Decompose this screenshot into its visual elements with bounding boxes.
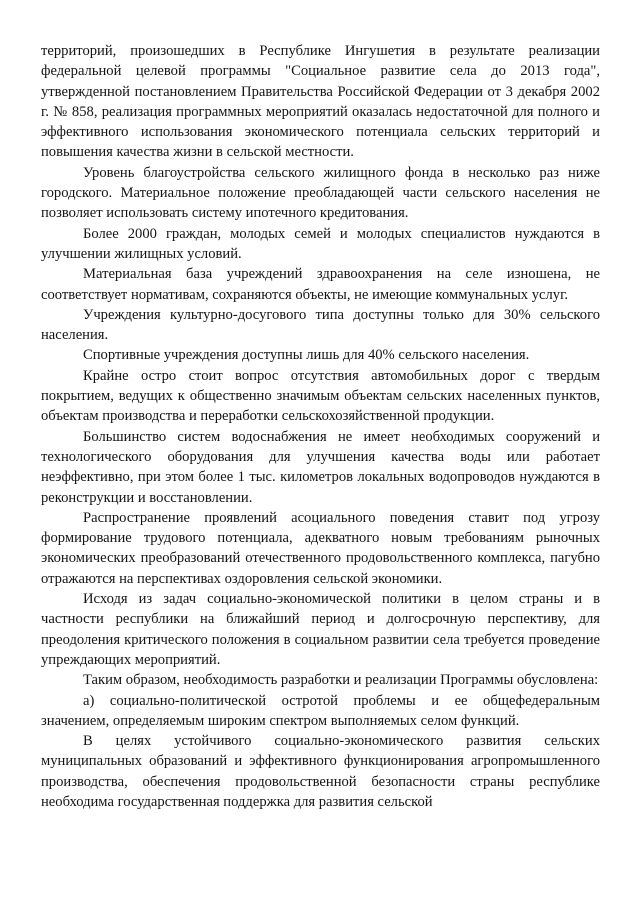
paragraph-roads: Крайне остро стоит вопрос отсутствия автомобильных дорог с твердым покрытием, ведущих к общественно значимым объектам сельских населенных пунктов, объектам производства и переработки сельскохозяйственной продукции. (41, 367, 600, 425)
paragraph-sports: Спортивные учреждения доступны лишь для 40% сельского населения. (83, 347, 530, 364)
paragraph-housing-need: Более 2000 граждан, молодых семей и молодых специалистов нуждаются в улучшении жилищных условий. (41, 225, 600, 262)
paragraph-list-item-a: а) социально-политической остротой проблемы и ее общефедеральным значением, определяемым широким спектром выполняемых селом функций. (41, 692, 600, 729)
paragraph-culture: Учреждения культурно-досугового типа доступны только для 30% сельского населения. (41, 306, 600, 344)
paragraph-program-necessity: Таким образом, необходимость разработки и реализации Программы обусловлена: (83, 672, 599, 689)
paragraph-asocial-behavior: Распространение проявлений асоциального поведения ставит под угрозу формирование трудового потенциала, адекватного новым требованиям рыночных экономических преобразований отечественного продовольственного комплекса, пагубно отражаются на перспективах оздоровления сельской экономики. (41, 509, 600, 587)
paragraph-healthcare: Материальная база учреждений здравоохранения на селе изношена, не соответствует нормативам, сохраняются объекты, не имеющие коммунальных услуг. (41, 266, 600, 303)
paragraph-continuation: территорий, произошедших в Республике Ингушетия в результате реализации федеральной целевой программы "Социальное развитие села до 2013 года", утвержденной постановлением Правительства Российской Федерации от 3 декабря 2002 г. № 858, реализация программных мероприятий оказалась недостаточной для полного и эффективного использования экономического потенциала сельских территорий и повышения качества жизни в сельской местности. (41, 43, 600, 161)
paragraph-housing-level: Уровень благоустройства сельского жилищного фонда в несколько раз ниже городского. Материальное положение преобладающей части сельского населения не позволяет использовать систему ипотечного кредитования. (41, 164, 600, 222)
document-page (41, 41, 600, 812)
paragraph-state-support: В целях устойчивого социально-экономического развития сельских муниципальных образований и эффективного функционирования агропромышленного производства, обеспечения продовольственной безопасности страны республике необходима государственная поддержка для развития сельской (41, 733, 600, 810)
paragraph-policy-tasks: Исходя из задач социально-экономической политики в целом страны и в частности республики на ближайший период и долгосрочную перспективу, для преодоления критического положения в социальном развитии села требуется проведение упреждающих мероприятий. (41, 591, 600, 668)
paragraph-water-supply: Большинство систем водоснабжения не имеет необходимых сооружений и технологического оборудования для улучшения качества воды или работает неэффективно, при этом более 1 тыс. километров локальных водопроводов нуждаются в реконструкции и восстановлении. (41, 428, 600, 506)
